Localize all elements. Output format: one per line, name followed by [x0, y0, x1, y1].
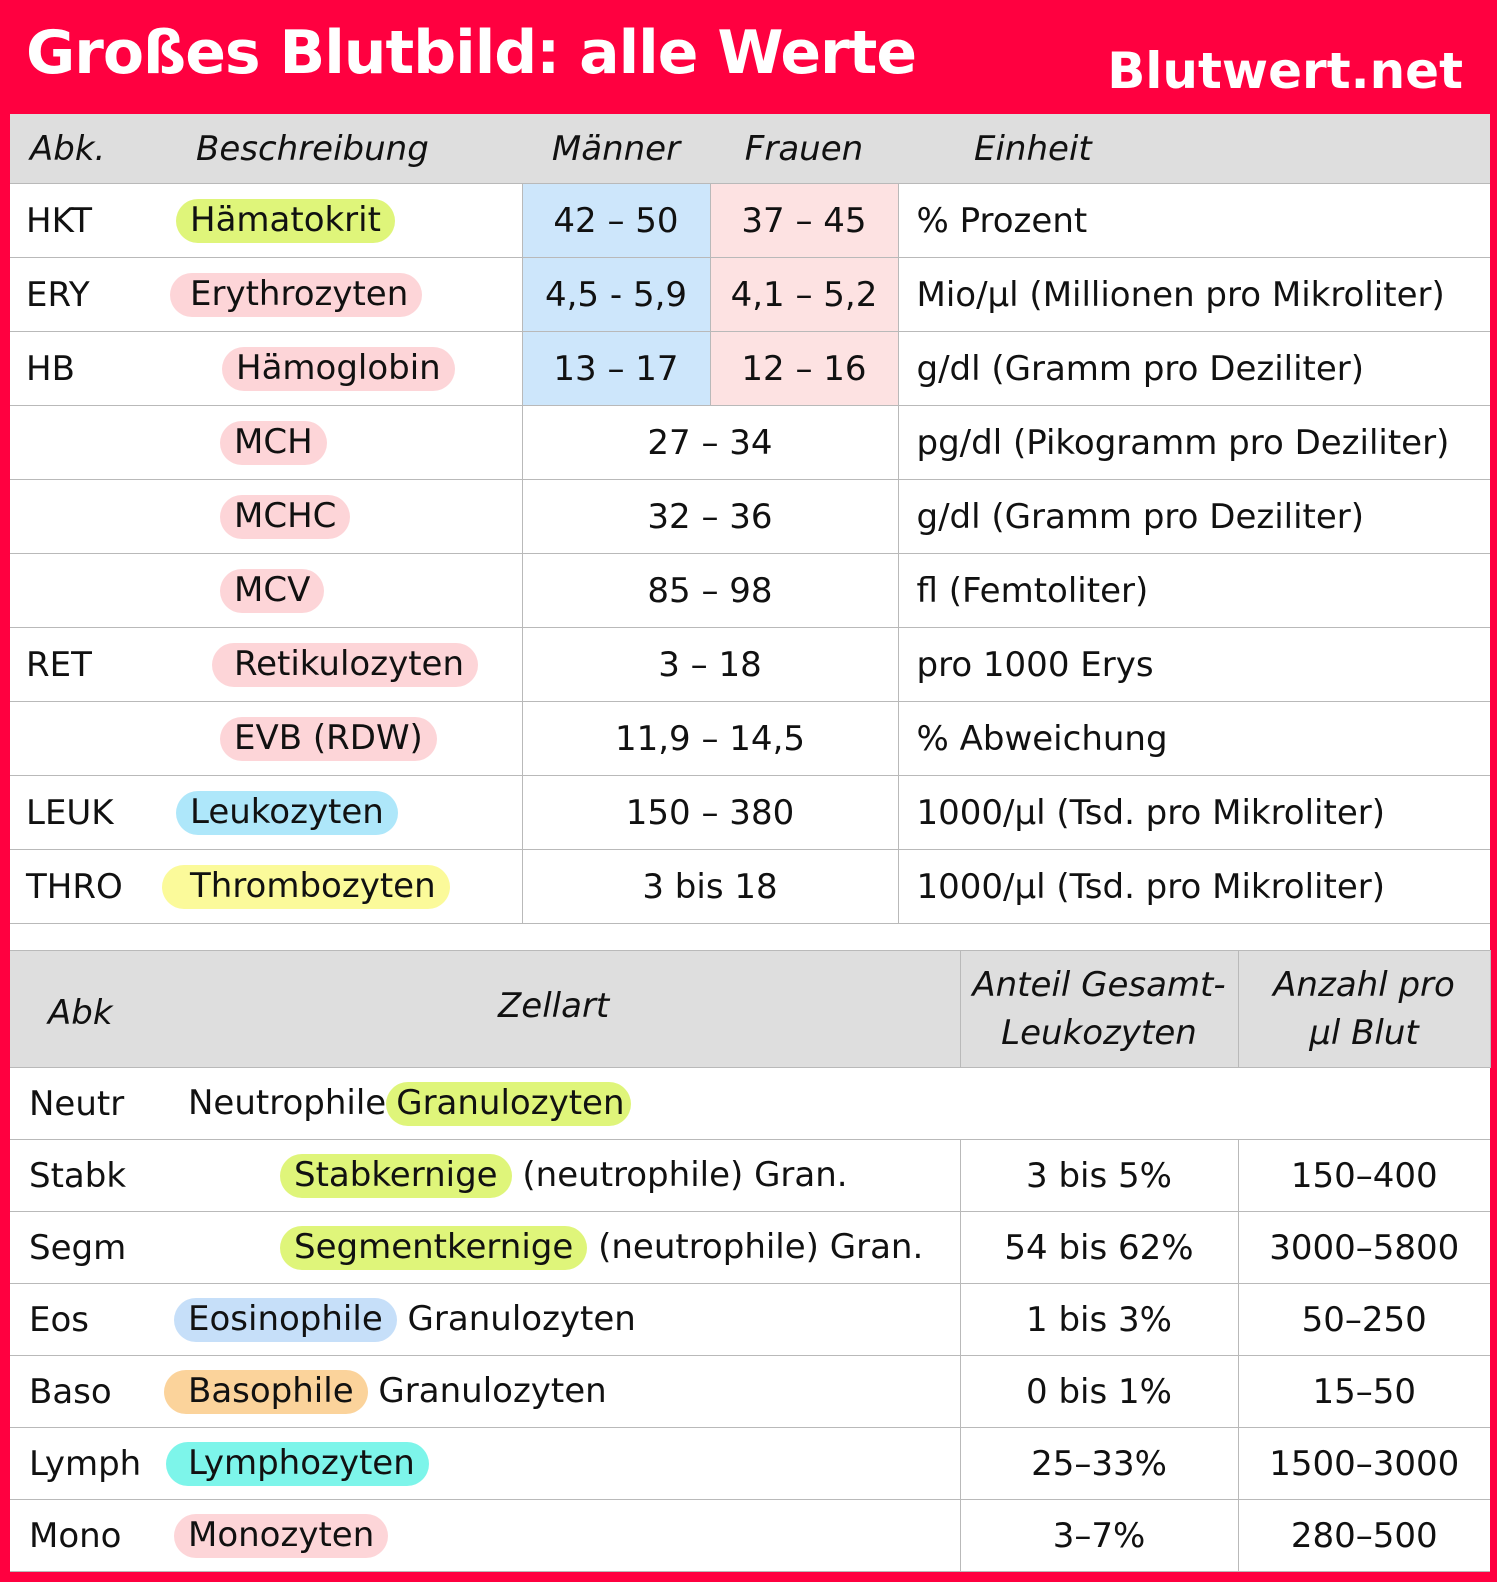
table-separator	[10, 932, 1490, 950]
table-row	[10, 1068, 1490, 1140]
table-row	[10, 850, 1490, 924]
zellart-cell	[160, 1212, 960, 1284]
leukozyten-table	[10, 950, 1491, 1572]
frauen-value: 4,1 – 5,2	[710, 258, 898, 332]
highlighted-name: Eosinophile	[174, 1298, 397, 1342]
range-value: 32 – 36	[522, 480, 898, 554]
highlighted-name: EVB (RDW)	[220, 717, 437, 761]
table-row	[10, 776, 1490, 850]
anzahl-value: 50–250	[1238, 1284, 1490, 1356]
abk-cell: RET	[10, 628, 160, 702]
zellart-cell	[160, 1140, 960, 1212]
table-row	[10, 1356, 1490, 1428]
zellart-cell	[160, 1500, 960, 1572]
anteil-value: 25–33%	[960, 1428, 1238, 1500]
unit-cell: fl (Femtoliter)	[898, 554, 1490, 628]
unit-cell: % Prozent	[898, 184, 1490, 258]
unit-cell: % Abweichung	[898, 702, 1490, 776]
abk-cell: LEUK	[10, 776, 160, 850]
maenner-value: 42 – 50	[522, 184, 710, 258]
table-header-row	[10, 114, 1490, 184]
table-row	[10, 1428, 1490, 1500]
range-value: 3 bis 18	[522, 850, 898, 924]
highlighted-name: MCH	[220, 421, 327, 465]
content-panel	[10, 114, 1490, 1572]
header-zellart: Zellart	[160, 951, 960, 1068]
zellart-suffix: (neutrophile) Gran.	[511, 1154, 848, 1195]
header-bar	[0, 0, 1497, 114]
header-anteil-line1: Anteil Gesamt-	[972, 965, 1226, 1005]
desc-cell	[160, 702, 522, 776]
table-header-row	[10, 951, 1490, 1068]
range-value: 11,9 – 14,5	[522, 702, 898, 776]
desc-cell	[160, 628, 522, 702]
header-frauen: Frauen	[710, 114, 898, 184]
desc-cell	[160, 776, 522, 850]
abk-cell: Segm	[10, 1212, 160, 1284]
highlighted-name: Stabkernige	[280, 1154, 512, 1198]
unit-cell: pg/dl (Pikogramm pro Deziliter)	[898, 406, 1490, 480]
table-row	[10, 1140, 1490, 1212]
anzahl-value: 280–500	[1238, 1500, 1490, 1572]
abk-cell	[10, 554, 160, 628]
desc-cell	[160, 184, 522, 258]
header-anteil-line2: Leukozyten	[1001, 1013, 1197, 1053]
table-row	[10, 1284, 1490, 1356]
desc-cell	[160, 332, 522, 406]
abk-cell: Lymph	[10, 1428, 160, 1500]
highlighted-name: Segmentkernige	[280, 1226, 587, 1270]
unit-cell: Mio/µl (Millionen pro Mikroliter)	[898, 258, 1490, 332]
highlighted-name: Lymphozyten	[166, 1442, 429, 1486]
range-value: 3 – 18	[522, 628, 898, 702]
header-beschreibung: Beschreibung	[160, 114, 522, 184]
page-title: Großes Blutbild: alle Werte	[26, 18, 917, 88]
desc-cell	[160, 850, 522, 924]
abk-cell: Neutr	[10, 1068, 160, 1140]
table-row	[10, 554, 1490, 628]
maenner-value: 4,5 - 5,9	[522, 258, 710, 332]
abk-cell: HKT	[10, 184, 160, 258]
header-anzahl-line2: µl Blut	[1309, 1013, 1419, 1053]
unit-cell: g/dl (Gramm pro Deziliter)	[898, 480, 1490, 554]
table-row	[10, 332, 1490, 406]
table-row	[10, 628, 1490, 702]
zellart-cell	[160, 1068, 1490, 1140]
abk-cell: ERY	[10, 258, 160, 332]
zellart-suffix: Granulozyten	[396, 1298, 636, 1339]
anteil-value: 1 bis 3%	[960, 1284, 1238, 1356]
anteil-value: 0 bis 1%	[960, 1356, 1238, 1428]
table-row	[10, 1500, 1490, 1572]
zellart-cell	[160, 1428, 960, 1500]
anzahl-value: 150–400	[1238, 1140, 1490, 1212]
highlighted-name: Monozyten	[174, 1514, 388, 1558]
zellart-suffix: (neutrophile) Gran.	[587, 1226, 924, 1267]
brand-label: Blutwert.net	[1107, 42, 1463, 100]
abk-cell: HB	[10, 332, 160, 406]
abk-cell	[10, 702, 160, 776]
header-abk: Abk	[10, 951, 160, 1068]
abk-cell: Baso	[10, 1356, 160, 1428]
abk-cell	[10, 480, 160, 554]
highlighted-name: Leukozyten	[176, 791, 398, 835]
abk-cell	[10, 406, 160, 480]
highlighted-name: Hämatokrit	[176, 199, 395, 243]
anzahl-value: 15–50	[1238, 1356, 1490, 1428]
range-value: 150 – 380	[522, 776, 898, 850]
header-anzahl	[1238, 951, 1490, 1068]
abk-cell: THRO	[10, 850, 160, 924]
highlighted-name: Thrombozyten	[162, 865, 450, 909]
highlighted-name: MCHC	[220, 495, 350, 539]
table-row	[10, 702, 1490, 776]
highlighted-name: Granulozyten	[386, 1082, 630, 1126]
highlighted-name: Erythrozyten	[170, 273, 422, 317]
desc-cell	[160, 406, 522, 480]
header-abk: Abk.	[10, 114, 160, 184]
frauen-value: 12 – 16	[710, 332, 898, 406]
table-row	[10, 258, 1490, 332]
abk-cell: Stabk	[10, 1140, 160, 1212]
anteil-value: 54 bis 62%	[960, 1212, 1238, 1284]
desc-cell	[160, 554, 522, 628]
blutbild-table	[10, 114, 1490, 924]
anteil-value: 3–7%	[960, 1500, 1238, 1572]
table-row	[10, 1212, 1490, 1284]
anteil-value: 3 bis 5%	[960, 1140, 1238, 1212]
zellart-suffix: Granulozyten	[367, 1370, 607, 1411]
highlighted-name: Hämoglobin	[222, 347, 455, 391]
highlighted-name: Basophile	[164, 1370, 368, 1414]
anzahl-value: 3000–5800	[1238, 1212, 1490, 1284]
maenner-value: 13 – 17	[522, 332, 710, 406]
header-einheit: Einheit	[898, 114, 1490, 184]
unit-cell: g/dl (Gramm pro Deziliter)	[898, 332, 1490, 406]
header-maenner: Männer	[522, 114, 710, 184]
zellart-cell	[160, 1356, 960, 1428]
zellart-cell	[160, 1284, 960, 1356]
anzahl-value: 1500–3000	[1238, 1428, 1490, 1500]
table-row	[10, 480, 1490, 554]
frauen-value: 37 – 45	[710, 184, 898, 258]
desc-cell	[160, 480, 522, 554]
table-row	[10, 406, 1490, 480]
unit-cell: 1000/µl (Tsd. pro Mikroliter)	[898, 850, 1490, 924]
header-anzahl-line1: Anzahl pro	[1273, 965, 1455, 1005]
table-row	[10, 184, 1490, 258]
header-anteil	[960, 951, 1238, 1068]
desc-cell	[160, 258, 522, 332]
unit-cell: pro 1000 Erys	[898, 628, 1490, 702]
range-value: 27 – 34	[522, 406, 898, 480]
abk-cell: Mono	[10, 1500, 160, 1572]
range-value: 85 – 98	[522, 554, 898, 628]
zellart-prefix: Neutrophile	[188, 1082, 387, 1123]
highlighted-name: Retikulozyten	[212, 643, 478, 687]
abk-cell: Eos	[10, 1284, 160, 1356]
highlighted-name: MCV	[220, 569, 324, 613]
unit-cell: 1000/µl (Tsd. pro Mikroliter)	[898, 776, 1490, 850]
